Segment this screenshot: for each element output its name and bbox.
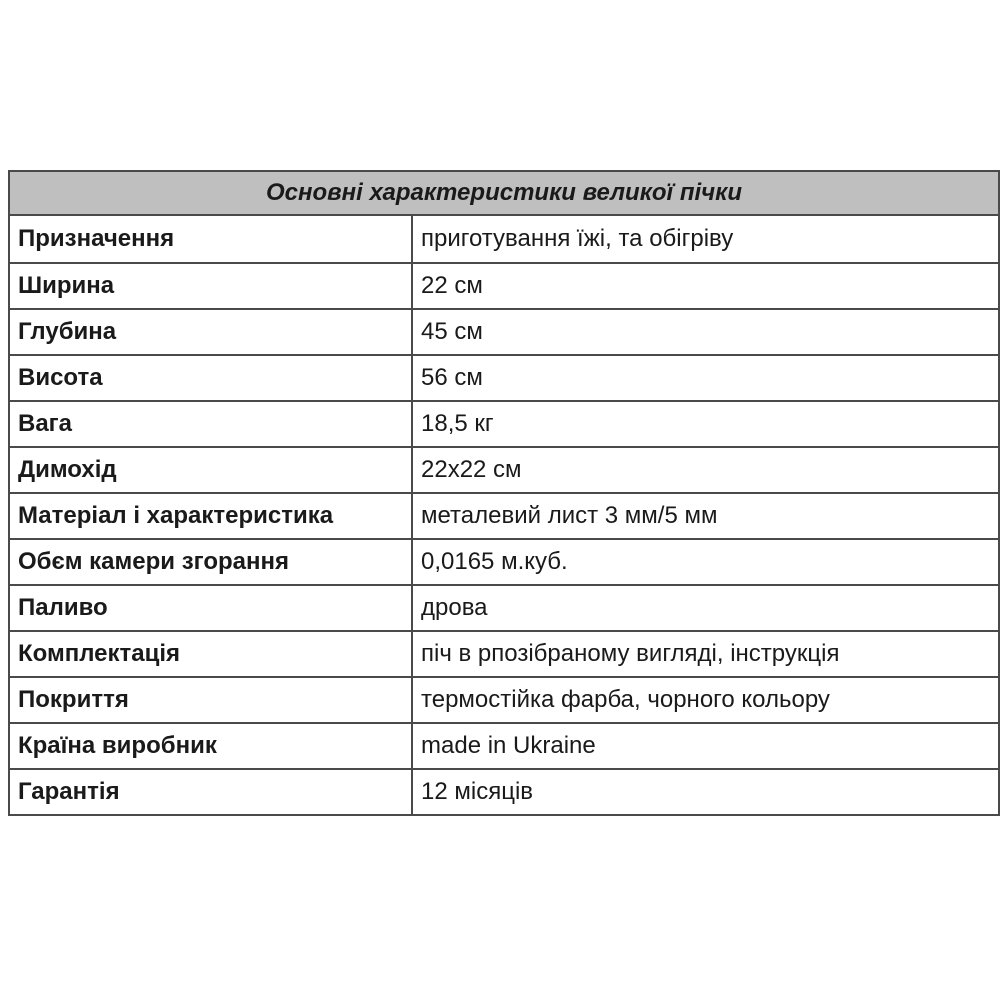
row-label: Висота [9,355,412,401]
row-label: Матеріал і характеристика [9,493,412,539]
table-title: Основні характеристики великої пічки [9,171,999,215]
row-value: дрова [412,585,999,631]
table-row-purpose [9,215,999,263]
row-label: Гарантія [9,769,412,815]
table-row-material [9,493,999,539]
row-value: 0,0165 м.куб. [412,539,999,585]
table-row-weight [9,401,999,447]
table-row-width [9,263,999,309]
row-value: приготування їжі, та обігріву [412,215,999,263]
row-value: піч в рпозібраному вигляді, інструкція [412,631,999,677]
row-label: Призначення [9,215,412,263]
row-label: Комплектація [9,631,412,677]
row-label: Вага [9,401,412,447]
row-value: made in Ukraine [412,723,999,769]
row-value: металевий лист 3 мм/5 мм [412,493,999,539]
table-header-row [9,171,999,215]
row-value: 22х22 см [412,447,999,493]
row-value: 45 см [412,309,999,355]
table-row-depth [9,309,999,355]
row-value: 22 см [412,263,999,309]
row-label: Покриття [9,677,412,723]
row-value: 18,5 кг [412,401,999,447]
table-row-chimney [9,447,999,493]
row-label: Глубина [9,309,412,355]
row-label: Країна виробник [9,723,412,769]
row-value: термостійка фарба, чорного кольору [412,677,999,723]
row-value: 12 місяців [412,769,999,815]
table-row-chamber-volume [9,539,999,585]
table-row-coating [9,677,999,723]
spec-table [8,170,1000,816]
table-row-fuel [9,585,999,631]
row-label: Паливо [9,585,412,631]
row-label: Димохід [9,447,412,493]
table-row-package [9,631,999,677]
row-label: Ширина [9,263,412,309]
table-row-warranty [9,769,999,815]
row-label: Обєм камери згорання [9,539,412,585]
table-row-height [9,355,999,401]
table-row-country [9,723,999,769]
row-value: 56 см [412,355,999,401]
